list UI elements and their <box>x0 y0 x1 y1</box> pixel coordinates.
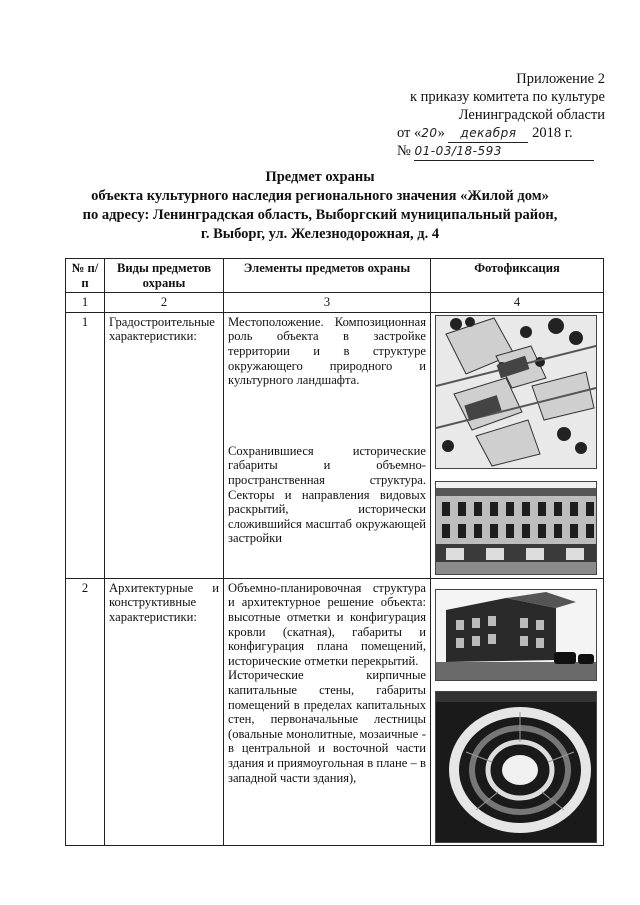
column-number-row <box>66 293 604 313</box>
header-num: № п/п <box>66 259 105 293</box>
row-kind: Градостроительные характеристики: <box>105 312 224 578</box>
elements-paragraph: Объемно-планировочная структура и архитектурное решение объекта: высотные отметки и конфигурация кровли (скатная), габариты и конфигурация плана помещений, исторические отметки перекрытий. <box>228 580 426 668</box>
date-prefix: от « <box>397 125 422 141</box>
row-elements <box>224 578 431 845</box>
row-photos <box>431 312 604 578</box>
aerial-photo <box>435 315 597 469</box>
number-value: 01-03/18-593 <box>414 142 594 161</box>
elements-paragraph: Сохранившиеся исторические габариты и объемно-пространственная структура. Секторы и направления видовых раскрытий, исторически сложившийся масштаб окружающей застройки <box>228 443 426 546</box>
date-mid: » <box>437 125 445 141</box>
header-elements: Элементы предметов охраны <box>224 259 431 293</box>
row-elements <box>224 312 431 578</box>
appendix-label: Приложение 2 <box>516 71 605 87</box>
order-number <box>397 142 607 161</box>
col-number-3: 3 <box>224 293 431 313</box>
doc-subtitle-1: объекта культурного наследия регионального значения «Жилой дом» <box>91 188 549 204</box>
header-photo: Фотофиксация <box>431 259 604 293</box>
order-date <box>397 124 607 143</box>
col-number-4: 4 <box>431 293 604 313</box>
doc-title: Предмет охраны <box>265 169 375 185</box>
number-prefix: № <box>397 143 411 159</box>
date-month: декабря <box>448 124 528 143</box>
oval-staircase-photo <box>435 691 597 843</box>
region-label: Ленинградской области <box>458 107 605 123</box>
facade-photo <box>435 481 597 575</box>
table-row <box>66 312 604 578</box>
protection-table <box>65 258 604 846</box>
row-photos <box>431 578 604 845</box>
row-number: 2 <box>66 578 105 845</box>
header-kind: Виды предметов охраны <box>105 259 224 293</box>
doc-subtitle-2: по адресу: Ленинградская область, Выборгский муниципальный район, <box>82 207 558 223</box>
elements-paragraph: Исторические кирпичные капитальные стены, габариты помещений в пределах капитальных стен, первоначальные лестницы (овальные монолитные, мозаичные - в центральной и восточной части здания и приямоугольная в плане – в западной части здания), <box>228 668 426 785</box>
date-day: 20 <box>421 126 438 140</box>
building-side-photo <box>435 589 597 681</box>
order-reference: к приказу комитета по культуре <box>409 89 605 105</box>
elements-paragraph: Местоположение. Композиционная роль объекта в застройке территории и в структуре окружающего природного и культурного ландшафта. <box>228 314 426 388</box>
date-year: 2018 г. <box>532 125 573 141</box>
doc-subtitle-3: г. Выборг, ул. Железнодорожная, д. 4 <box>200 226 440 242</box>
table-row <box>66 578 604 845</box>
row-kind: Архитектурные и конструктивные характеристики: <box>105 578 224 845</box>
table-header-row <box>66 259 604 293</box>
col-number-2: 2 <box>105 293 224 313</box>
col-number-1: 1 <box>66 293 105 313</box>
row-number: 1 <box>66 312 105 578</box>
